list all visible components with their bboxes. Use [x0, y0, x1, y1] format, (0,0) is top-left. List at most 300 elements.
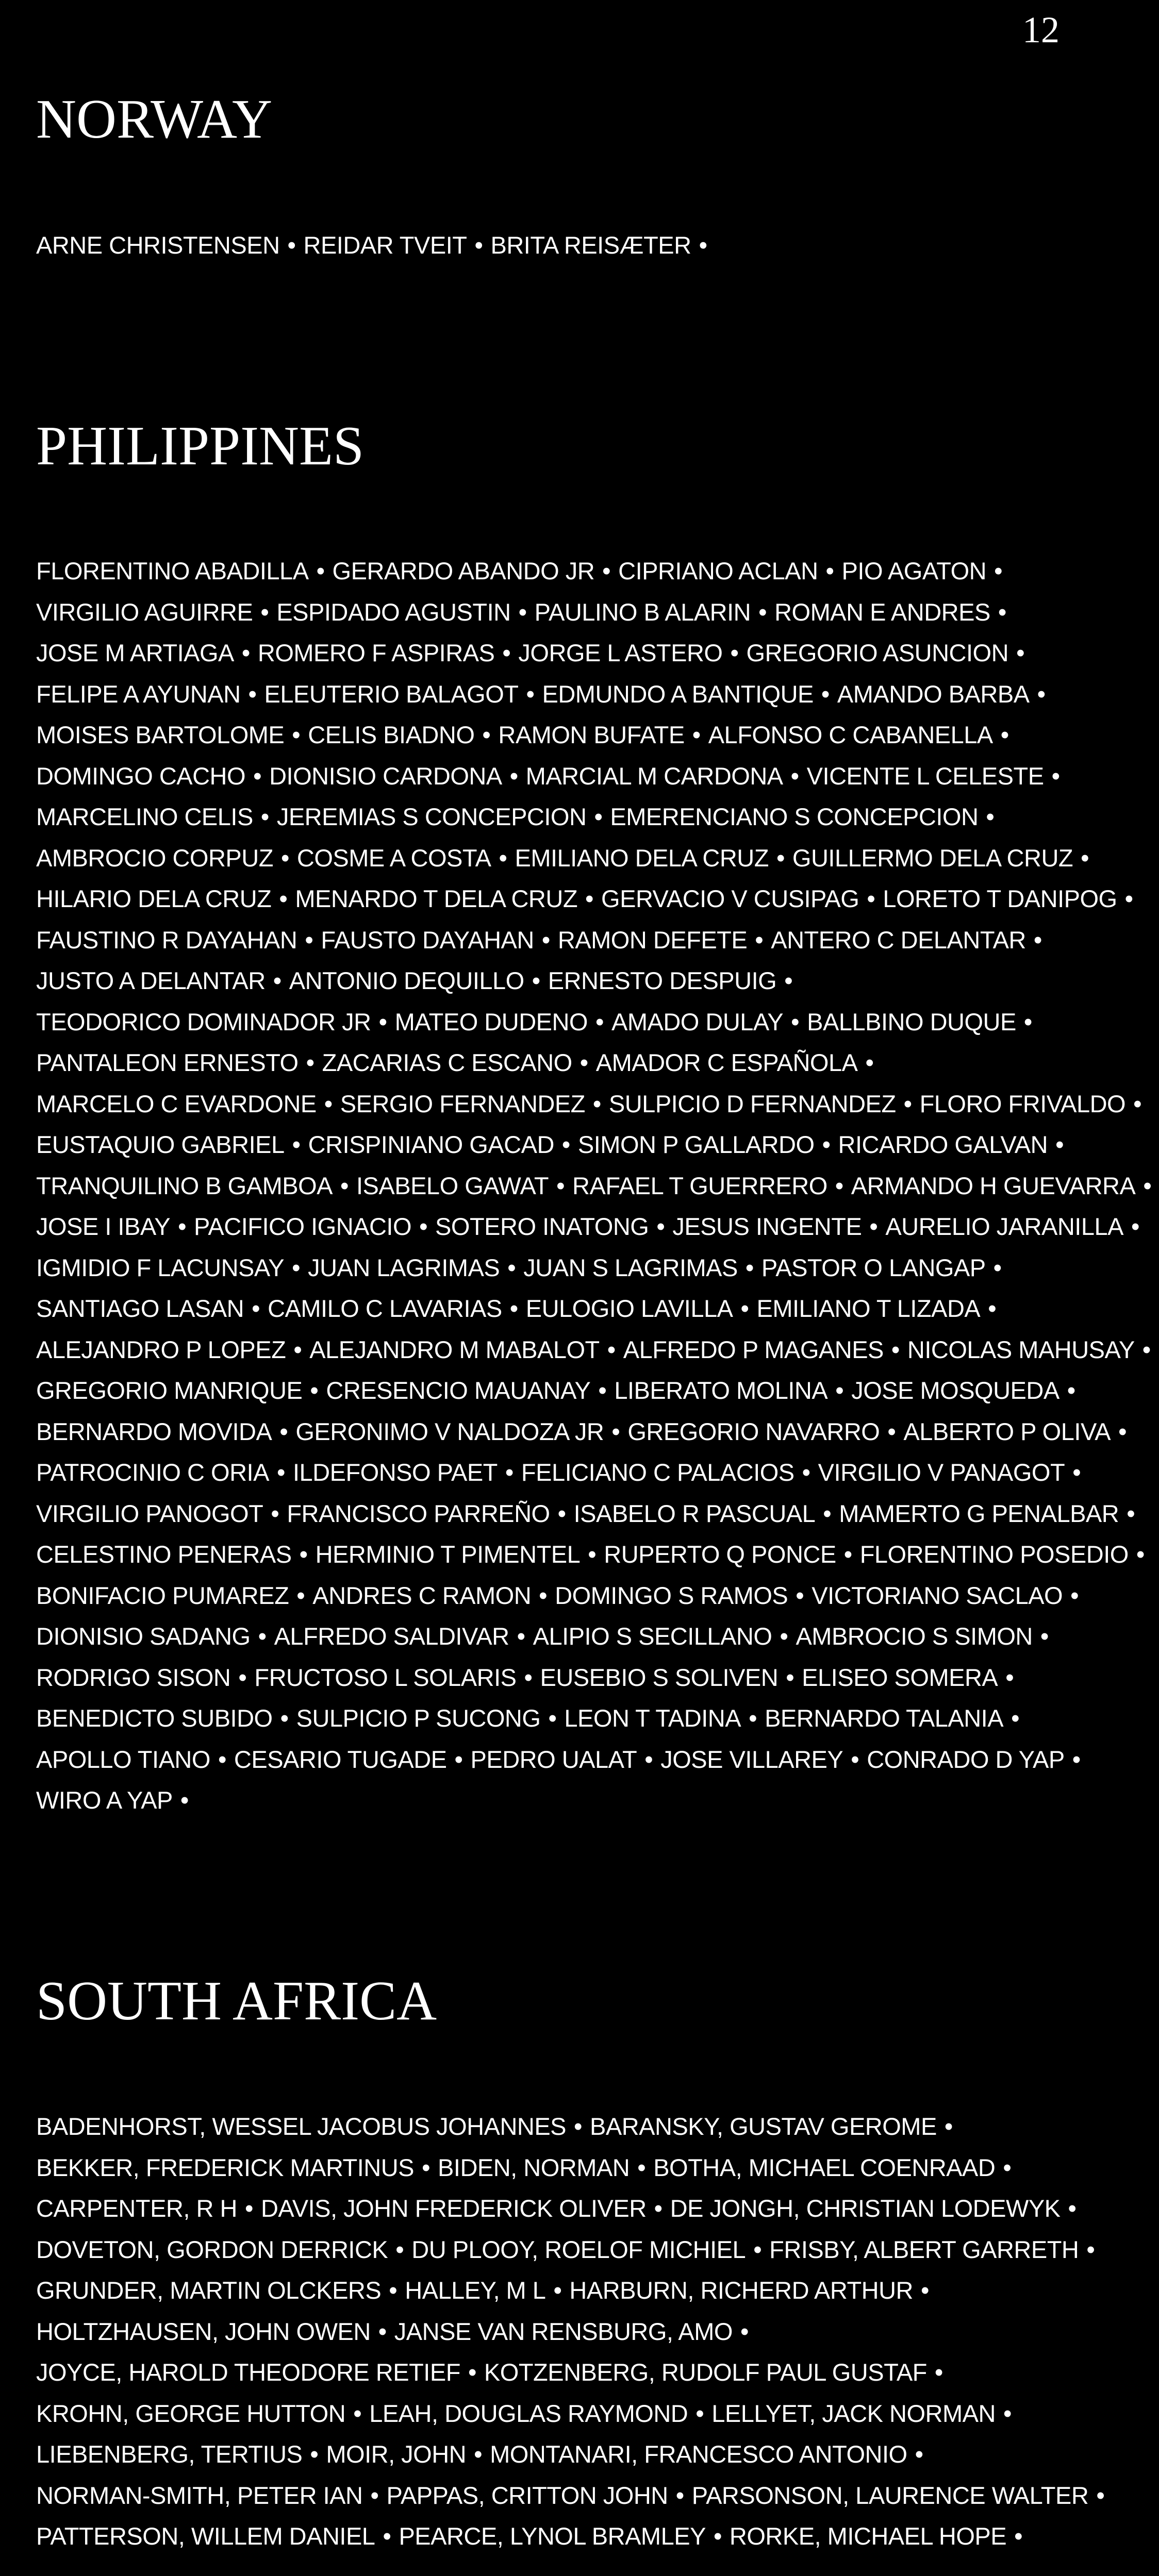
name-entry: RAMON DEFETE	[557, 926, 748, 954]
name-entry: TEODORICO DOMINADOR JR	[36, 1008, 371, 1035]
name-entry: AMADOR C ESPAÑOLA	[595, 1049, 858, 1076]
name-row	[36, 1206, 1139, 1247]
bullet-separator: •	[1127, 1499, 1135, 1527]
name-entry: COSME A COSTA	[296, 844, 491, 872]
bullet-separator: •	[1142, 1335, 1151, 1363]
bullet-separator: •	[509, 762, 518, 790]
bullet-separator: •	[944, 2113, 953, 2140]
bullet-separator: •	[1037, 680, 1046, 708]
name-entry: GERARDO ABANDO JR	[332, 557, 595, 584]
name-row	[36, 796, 1064, 838]
name-entry: LEAH, DOUGLAS RAYMOND	[369, 2399, 688, 2427]
name-row	[36, 2434, 1064, 2475]
bullet-separator: •	[292, 1253, 301, 1281]
bullet-separator: •	[1003, 2153, 1012, 2181]
bullet-separator: •	[988, 1295, 997, 1322]
name-entry: VIRGILIO V PANAGOT	[818, 1459, 1065, 1486]
bullet-separator: •	[1055, 1131, 1064, 1158]
name-entry: MAMERTO G PENALBAR	[839, 1499, 1119, 1527]
bullet-separator: •	[654, 2195, 663, 2222]
name-entry: CARPENTER, R H	[36, 2195, 237, 2222]
name-entry: GERONIMO V NALDOZA JR	[295, 1417, 604, 1445]
bullet-separator: •	[292, 721, 301, 748]
name-entry: EUSEBIO S SOLIVEN	[540, 1663, 779, 1691]
name-entry: EUSTAQUIO GABRIEL	[36, 1131, 285, 1158]
name-entry: RAFAEL T GUERRERO	[572, 1172, 827, 1199]
bullet-separator: •	[730, 639, 739, 666]
name-entry: CIPRIANO ACLAN	[618, 557, 818, 584]
name-row	[36, 714, 1064, 756]
name-entry: RODRIGO SISON	[36, 1663, 231, 1691]
bullet-separator: •	[1014, 2522, 1023, 2550]
bullet-separator: •	[869, 1213, 878, 1240]
bullet-separator: •	[287, 231, 296, 259]
name-entry: ELEUTERIO BALAGOT	[264, 680, 519, 708]
bullet-separator: •	[998, 598, 1006, 626]
bullet-separator: •	[218, 1745, 226, 1773]
bullet-separator: •	[656, 1213, 665, 1240]
bullet-separator: •	[271, 1499, 279, 1527]
name-entry: GUILLERMO DELA CRUZ	[792, 844, 1073, 872]
name-entry: NORMAN-SMITH, PETER IAN	[36, 2481, 363, 2509]
name-row	[36, 2188, 1077, 2229]
name-row	[36, 1370, 1075, 1411]
bullet-separator: •	[353, 2399, 362, 2427]
bullet-separator: •	[1133, 1090, 1142, 1117]
name-entry: IGMIDIO F LACUNSAY	[36, 1253, 285, 1281]
name-entry: FLORO FRIVALDO	[919, 1090, 1126, 1117]
section-philippines	[36, 415, 1152, 1821]
bullet-separator: •	[310, 1377, 319, 1404]
name-entry: SULPICIO D FERNANDEZ	[608, 1090, 896, 1117]
name-entry: JANSE VAN RENSBURG, AMO	[394, 2317, 733, 2345]
bullet-separator: •	[791, 1008, 800, 1035]
name-entry: ALFREDO P MAGANES	[623, 1335, 884, 1363]
bullet-separator: •	[305, 926, 313, 954]
name-entry: PEARCE, LYNOL BRAMLEY	[399, 2522, 706, 2550]
name-entry: AURELIO JARANILLA	[885, 1213, 1123, 1240]
name-entry: FELICIANO C PALACIOS	[521, 1459, 794, 1486]
bullet-separator: •	[802, 1459, 810, 1486]
section-title: PHILIPPINES	[36, 415, 365, 477]
bullet-separator: •	[370, 2481, 379, 2509]
name-entry: BALLBINO DUQUE	[807, 1008, 1016, 1035]
name-row	[36, 2311, 1064, 2352]
name-entry: ARNE CHRISTENSEN	[36, 231, 280, 259]
bullet-separator: •	[592, 1090, 601, 1117]
name-entry: FAUSTO DAYAHAN	[321, 926, 534, 954]
name-entry: ALIPIO S SECILLANO	[533, 1622, 772, 1650]
bullet-separator: •	[561, 1131, 570, 1158]
bullet-separator: •	[1067, 1377, 1075, 1404]
name-entry: BOTHA, MICHAEL COENRAAD	[653, 2153, 996, 2181]
name-row	[36, 1780, 1064, 1821]
name-entry: NICOLAS MAHUSAY	[907, 1335, 1135, 1363]
name-entry: HILARIO DELA CRUZ	[36, 885, 272, 912]
name-entry: ALFREDO SALDIVAR	[274, 1622, 509, 1650]
bullet-separator: •	[1000, 721, 1009, 748]
name-row	[36, 1575, 1079, 1616]
name-entry: ROMAN E ANDRES	[774, 598, 990, 626]
name-entry: ESPIDADO AGUSTIN	[276, 598, 511, 626]
bullet-separator: •	[598, 1377, 607, 1404]
name-entry: BRITA REISÆTER	[490, 231, 691, 259]
bullet-separator: •	[1086, 2235, 1095, 2263]
bullet-separator: •	[517, 1622, 525, 1650]
name-row	[36, 1042, 1064, 1083]
bullet-separator: •	[821, 680, 830, 708]
name-entry: TRANQUILINO B GAMBOA	[36, 1172, 333, 1199]
name-row	[36, 1534, 1145, 1575]
name-entry: PACIFICO IGNACIO	[194, 1213, 412, 1240]
name-entry: EMILIANO DELA CRUZ	[515, 844, 769, 872]
bullet-separator: •	[835, 1377, 844, 1404]
name-row	[36, 2270, 1064, 2311]
bullet-separator: •	[786, 1663, 794, 1691]
name-entry: MOIR, JOHN	[326, 2440, 467, 2468]
bullet-separator: •	[753, 2235, 762, 2263]
bullet-separator: •	[740, 2317, 749, 2345]
name-row	[36, 919, 1064, 961]
bullet-separator: •	[244, 2195, 253, 2222]
name-entry: ROMERO F ASPIRAS	[257, 639, 495, 666]
section-title: SOUTH AFRICA	[36, 1970, 437, 2032]
name-entry: VIRGILIO PANOGOT	[36, 1499, 263, 1527]
name-row	[36, 838, 1089, 879]
bullet-separator: •	[790, 762, 799, 790]
bullet-separator: •	[749, 1704, 757, 1732]
name-entry: JUSTO A DELANTAR	[36, 967, 266, 994]
bullet-separator: •	[588, 1541, 597, 1568]
name-row	[36, 2475, 1105, 2516]
name-entry: ILDEFONSO PAET	[292, 1459, 498, 1486]
name-entry: VICENTE L CELESTE	[806, 762, 1044, 790]
bullet-separator: •	[389, 2277, 398, 2304]
name-entry: ALFONSO C CABANELLA	[708, 721, 993, 748]
bullet-separator: •	[273, 967, 282, 994]
bullet-separator: •	[253, 762, 262, 790]
name-entry: SULPICIO P SUCONG	[296, 1704, 541, 1732]
name-entry: GRUNDER, MARTIN OLCKERS	[36, 2277, 382, 2304]
name-entry: MARCELINO CELIS	[36, 803, 253, 830]
name-entry: DOMINGO S RAMOS	[555, 1581, 788, 1609]
bullet-separator: •	[505, 1459, 514, 1486]
name-entry: BONIFACIO PUMAREZ	[36, 1581, 289, 1609]
name-row	[36, 1247, 1064, 1289]
bullet-separator: •	[1072, 1745, 1081, 1773]
name-row	[36, 1657, 1064, 1698]
bullet-separator: •	[532, 967, 540, 994]
bullet-separator: •	[796, 1581, 804, 1609]
name-row	[36, 1001, 1064, 1043]
name-row	[36, 1288, 1064, 1329]
name-row	[36, 550, 1064, 592]
name-entry: PEDRO UALAT	[470, 1745, 637, 1773]
name-row	[36, 674, 1064, 715]
bullet-separator: •	[1143, 1172, 1152, 1199]
name-entry: JOSE MOSQUEDA	[851, 1377, 1059, 1404]
bullet-separator: •	[740, 1295, 749, 1322]
bullet-separator: •	[1016, 639, 1025, 666]
name-entry: LIBERATO MOLINA	[614, 1377, 828, 1404]
bullet-separator: •	[780, 1622, 788, 1650]
name-row	[36, 225, 1064, 266]
bullet-separator: •	[324, 1090, 333, 1117]
name-entry: CRISPINIANO GACAD	[308, 1131, 554, 1158]
name-entry: VICTORIANO SACLAO	[812, 1581, 1063, 1609]
name-entry: FRUCTOSO L SOLARIS	[254, 1663, 517, 1691]
name-entry: ARMANDO H GUEVARRA	[851, 1172, 1136, 1199]
bullet-separator: •	[548, 1704, 557, 1732]
name-entry: JEREMIAS S CONCEPCION	[276, 803, 587, 830]
bullet-separator: •	[279, 1417, 288, 1445]
bullet-separator: •	[1005, 1663, 1014, 1691]
name-entry: FELIPE A AYUNAN	[36, 680, 241, 708]
name-row	[36, 2393, 1064, 2434]
name-entry: GREGORIO NAVARRO	[627, 1417, 880, 1445]
name-entry: ELISEO SOMERA	[802, 1663, 998, 1691]
name-entry: FRANCISCO PARREÑO	[287, 1499, 550, 1527]
name-entry: KOTZENBERG, RUDOLF PAUL GUSTAF	[484, 2358, 927, 2386]
name-entry: AMADO DULAY	[611, 1008, 784, 1035]
name-entry: PASTOR O LANGAP	[761, 1253, 986, 1281]
bullet-separator: •	[1081, 844, 1089, 872]
name-entry: JOYCE, HAROLD THEODORE RETIEF	[36, 2358, 460, 2386]
bullet-separator: •	[279, 885, 288, 912]
name-list	[36, 550, 1152, 1821]
bullet-separator: •	[580, 1049, 588, 1076]
bullet-separator: •	[395, 2235, 404, 2263]
bullet-separator: •	[758, 598, 767, 626]
name-entry: RAMON BUFATE	[498, 721, 685, 748]
bullet-separator: •	[178, 1213, 187, 1240]
bullet-separator: •	[851, 1745, 859, 1773]
name-entry: FLORENTINO ABADILLA	[36, 557, 309, 584]
name-row	[36, 2229, 1095, 2270]
name-entry: MOISES BARTOLOME	[36, 721, 285, 748]
name-row	[36, 1616, 1064, 1657]
name-entry: DE JONGH, CHRISTIAN LODEWYK	[670, 2195, 1061, 2222]
bullet-separator: •	[276, 1459, 285, 1486]
name-entry: CRESENCIO MAUANAY	[326, 1377, 591, 1404]
name-entry: BIDEN, NORMAN	[438, 2153, 630, 2181]
bullet-separator: •	[865, 1049, 874, 1076]
name-entry: JOSE VILLAREY	[660, 1745, 843, 1773]
name-row	[36, 1165, 1152, 1207]
bullet-separator: •	[1068, 2195, 1077, 2222]
bullet-separator: •	[1136, 1541, 1145, 1568]
name-row	[36, 1452, 1081, 1493]
name-row	[36, 1124, 1064, 1165]
bullet-separator: •	[675, 2481, 684, 2509]
bullet-separator: •	[835, 1172, 843, 1199]
name-entry: PATROCINIO C ORIA	[36, 1459, 269, 1486]
bullet-separator: •	[585, 885, 594, 912]
name-entry: BENEDICTO SUBIDO	[36, 1704, 273, 1732]
name-entry: JORGE L ASTERO	[518, 639, 723, 666]
name-entry: ALBERTO P OLIVA	[903, 1417, 1111, 1445]
name-entry: AMANDO BARBA	[837, 680, 1030, 708]
name-entry: JESUS INGENTE	[672, 1213, 862, 1240]
name-entry: MONTANARI, FRANCESCO ANTONIO	[490, 2440, 907, 2468]
bullet-separator: •	[915, 2440, 923, 2468]
name-entry: EULOGIO LAVILLA	[525, 1295, 733, 1322]
bullet-separator: •	[607, 1335, 616, 1363]
bullet-separator: •	[539, 1581, 548, 1609]
bullet-separator: •	[474, 2440, 483, 2468]
bullet-separator: •	[696, 2399, 704, 2427]
name-entry: BARANSKY, GUSTAV GEROME	[590, 2113, 937, 2140]
name-entry: RUPERTO Q PONCE	[604, 1541, 836, 1568]
bullet-separator: •	[611, 1417, 620, 1445]
name-entry: PARSONSON, LAURENCE WALTER	[691, 2481, 1089, 2509]
name-entry: RORKE, MICHAEL HOPE	[729, 2522, 1007, 2550]
name-row	[36, 1698, 1064, 1739]
bullet-separator: •	[260, 598, 269, 626]
name-entry: PIO AGATON	[841, 557, 987, 584]
name-list	[36, 225, 1064, 266]
name-entry: CELIS BIADNO	[308, 721, 475, 748]
name-row	[36, 1493, 1135, 1534]
name-entry: JOSE I IBAY	[36, 1213, 171, 1240]
bullet-separator: •	[378, 2317, 387, 2345]
bullet-separator: •	[292, 1131, 301, 1158]
bullet-separator: •	[499, 844, 507, 872]
bullet-separator: •	[474, 231, 483, 259]
name-entry: MENARDO T DELA CRUZ	[295, 885, 578, 912]
name-entry: LEON T TADINA	[564, 1704, 741, 1732]
bullet-separator: •	[595, 1008, 604, 1035]
name-entry: EMERENCIANO S CONCEPCION	[610, 803, 979, 830]
bullet-separator: •	[843, 1541, 852, 1568]
name-entry: ZACARIAS C ESCANO	[322, 1049, 572, 1076]
bullet-separator: •	[1131, 1213, 1139, 1240]
bullet-separator: •	[260, 803, 269, 830]
bullet-separator: •	[903, 1090, 912, 1117]
bullet-separator: •	[553, 2277, 562, 2304]
bullet-separator: •	[1023, 1008, 1032, 1035]
name-entry: CELESTINO PENERAS	[36, 1541, 292, 1568]
name-row	[36, 1739, 1081, 1780]
bullet-separator: •	[280, 1704, 289, 1732]
name-entry: SOTERO INATONG	[435, 1213, 649, 1240]
name-entry: PANTALEON ERNESTO	[36, 1049, 299, 1076]
name-row	[36, 592, 1064, 633]
name-entry: DIONISIO SADANG	[36, 1622, 251, 1650]
bullet-separator: •	[296, 1581, 305, 1609]
bullet-separator: •	[422, 2153, 431, 2181]
name-entry: APOLLO TIANO	[36, 1745, 210, 1773]
bullet-separator: •	[887, 1417, 896, 1445]
bullet-separator: •	[238, 1663, 247, 1691]
bullet-separator: •	[1011, 1704, 1020, 1732]
bullet-separator: •	[713, 2522, 722, 2550]
bullet-separator: •	[557, 1499, 566, 1527]
bullet-separator: •	[891, 1335, 900, 1363]
bullet-separator: •	[993, 1253, 1002, 1281]
name-entry: ALEJANDRO P LOPEZ	[36, 1335, 286, 1363]
bullet-separator: •	[825, 557, 834, 584]
name-entry: PATTERSON, WILLEM DANIEL	[36, 2522, 375, 2550]
name-row	[36, 632, 1064, 674]
name-entry: GREGORIO MANRIQUE	[36, 1377, 303, 1404]
bullet-separator: •	[921, 2277, 929, 2304]
name-entry: DU PLOOY, ROELOF MICHIEL	[411, 2235, 746, 2263]
bullet-separator: •	[994, 557, 1003, 584]
bullet-separator: •	[986, 803, 995, 830]
name-entry: AMBROCIO CORPUZ	[36, 844, 273, 872]
name-entry: DAVIS, JOHN FREDERICK OLIVER	[260, 2195, 647, 2222]
bullet-separator: •	[745, 1253, 754, 1281]
name-entry: REIDAR TVEIT	[303, 231, 467, 259]
name-entry: ALEJANDRO M MABALOT	[309, 1335, 600, 1363]
bullet-separator: •	[822, 1131, 831, 1158]
bullet-separator: •	[699, 231, 707, 259]
name-list	[36, 2106, 1105, 2557]
name-entry: PAPPAS, CRITTON JOHN	[386, 2481, 668, 2509]
bullet-separator: •	[755, 926, 764, 954]
bullet-separator: •	[258, 1622, 267, 1650]
bullet-separator: •	[776, 844, 785, 872]
name-entry: EDMUNDO A BANTIQUE	[542, 680, 814, 708]
name-entry: LORETO T DANIPOG	[883, 885, 1117, 912]
name-entry: KROHN, GEORGE HUTTON	[36, 2399, 346, 2427]
bullet-separator: •	[299, 1541, 308, 1568]
name-entry: CAMILO C LAVARIAS	[268, 1295, 502, 1322]
bullet-separator: •	[556, 1172, 565, 1199]
bullet-separator: •	[340, 1172, 349, 1199]
bullet-separator: •	[419, 1213, 428, 1240]
name-entry: JOSE M ARTIAGA	[36, 639, 234, 666]
section-norway	[36, 89, 1064, 266]
bullet-separator: •	[280, 844, 289, 872]
name-entry: CONRADO D YAP	[867, 1745, 1065, 1773]
name-entry: ISABELO R PASCUAL	[573, 1499, 816, 1527]
name-entry: FLORENTINO POSEDIO	[859, 1541, 1129, 1568]
name-entry: FRISBY, ALBERT GARRETH	[769, 2235, 1079, 2263]
name-row	[36, 2516, 1064, 2557]
name-entry: ERNESTO DESPUIG	[548, 967, 777, 994]
bullet-separator: •	[784, 967, 793, 994]
name-entry: ANTERO C DELANTAR	[771, 926, 1026, 954]
name-entry: DOVETON, GORDON DERRICK	[36, 2235, 388, 2263]
name-entry: SANTIAGO LASAN	[36, 1295, 244, 1322]
bullet-separator: •	[180, 1786, 189, 1814]
bullet-separator: •	[637, 2153, 646, 2181]
name-entry: JUAN LAGRIMAS	[308, 1253, 500, 1281]
name-entry: FAUSTINO R DAYAHAN	[36, 926, 297, 954]
page-number: 12	[1022, 9, 1059, 51]
name-entry: CESARIO TUGADE	[234, 1745, 447, 1773]
name-entry: HALLEY, M L	[405, 2277, 546, 2304]
bullet-separator: •	[574, 2113, 583, 2140]
name-row	[36, 1411, 1127, 1452]
bullet-separator: •	[1051, 762, 1060, 790]
name-entry: MATEO DUDENO	[394, 1008, 588, 1035]
name-entry: AMBROCIO S SIMON	[796, 1622, 1033, 1650]
bullet-separator: •	[252, 1295, 260, 1322]
bullet-separator: •	[541, 926, 550, 954]
bullet-separator: •	[1072, 1459, 1081, 1486]
name-entry: PAULINO B ALARIN	[534, 598, 751, 626]
bullet-separator: •	[1040, 1622, 1049, 1650]
bullet-separator: •	[502, 639, 511, 666]
bullet-separator: •	[526, 680, 535, 708]
bullet-separator: •	[602, 557, 611, 584]
bullet-separator: •	[644, 1745, 653, 1773]
name-entry: BERNARDO TALANIA	[765, 1704, 1004, 1732]
bullet-separator: •	[692, 721, 701, 748]
